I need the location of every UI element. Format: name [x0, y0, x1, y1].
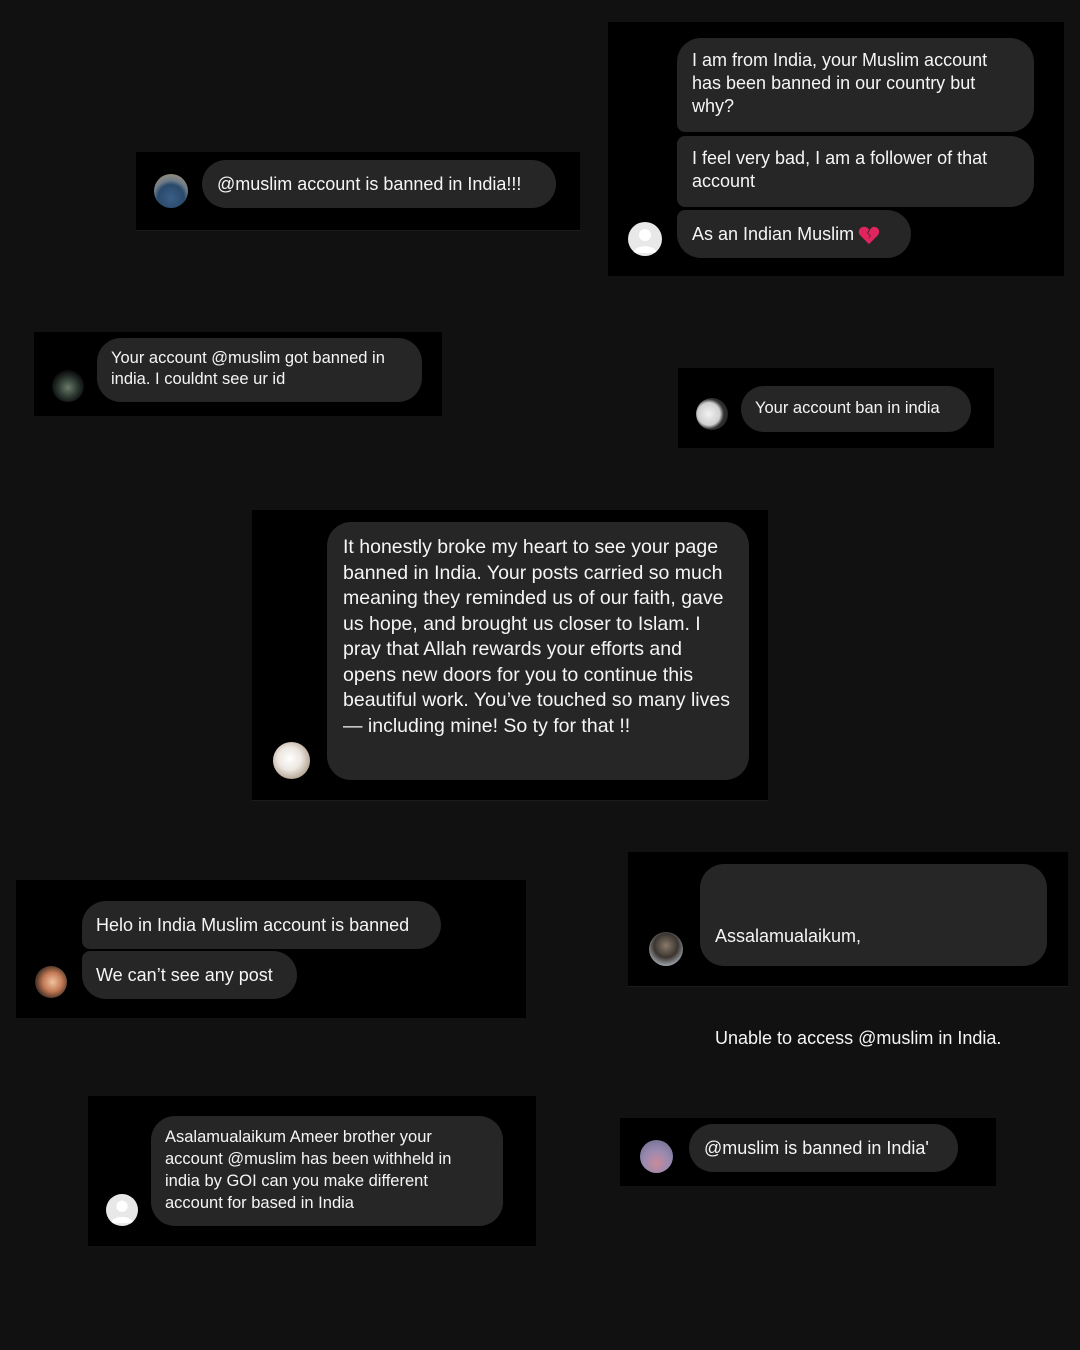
sender-avatar[interactable] — [52, 370, 84, 402]
message-bubble — [677, 210, 911, 258]
dm-card-3 — [34, 332, 442, 416]
default-user-icon — [628, 222, 662, 256]
message-bubble: It honestly broke my heart to see your page banned in India. Your posts carried so much meaning they reminded us of our faith, gave us hope, and brought us closer to Islam. I pray that Allah rewards your efforts and opens new doors for you to continue this beautiful work. You’ve touched so many lives — including mine! So ty for that !! — [327, 522, 749, 780]
message-bubble: @muslim is banned in India' — [689, 1124, 958, 1172]
dm-card-1 — [136, 152, 580, 230]
sender-avatar[interactable] — [35, 966, 67, 998]
dm-card-2 — [608, 22, 1064, 276]
message-line: Assalamualaikum, — [715, 926, 862, 946]
dm-card-9 — [620, 1118, 996, 1186]
dm-card-4 — [678, 368, 994, 448]
sender-avatar[interactable] — [649, 932, 683, 966]
sender-avatar[interactable] — [273, 742, 310, 779]
broken-heart-icon — [858, 225, 880, 245]
message-line: Unable to access @muslim in India. — [715, 1028, 1002, 1048]
message-text: As an Indian Muslim — [692, 224, 855, 244]
message-bubble: We can’t see any post — [82, 951, 297, 999]
message-bubble: I am from India, your Muslim account has been banned in our country but why? — [677, 38, 1034, 132]
message-bubble: Asalamualaikum Ameer brother your account @muslim has been withheld in india by GOI can you make different account for based in India — [151, 1116, 503, 1226]
sender-avatar[interactable] — [628, 222, 662, 256]
dm-card-7 — [628, 852, 1068, 1048]
default-user-icon — [106, 1194, 138, 1226]
sender-avatar[interactable] — [106, 1194, 138, 1226]
message-bubble: Your account ban in india — [741, 386, 971, 432]
message-bubble: @muslim account is banned in India!!! — [202, 160, 556, 208]
dm-card-6 — [16, 880, 526, 1018]
card-divider — [628, 986, 1068, 987]
sender-avatar[interactable] — [154, 174, 188, 208]
dm-card-8 — [88, 1096, 536, 1246]
message-bubble — [700, 864, 1047, 1048]
card-divider — [136, 230, 580, 231]
sender-avatar[interactable] — [696, 398, 728, 430]
message-bubble: I feel very bad, I am a follower of that account — [677, 136, 1034, 207]
sender-avatar[interactable] — [640, 1140, 673, 1173]
dm-card-5 — [252, 510, 768, 800]
message-bubble: Helo in India Muslim account is banned — [82, 901, 441, 949]
message-bubble: Your account @muslim got banned in india. I couldnt see ur id — [97, 338, 422, 402]
card-divider — [252, 800, 768, 801]
